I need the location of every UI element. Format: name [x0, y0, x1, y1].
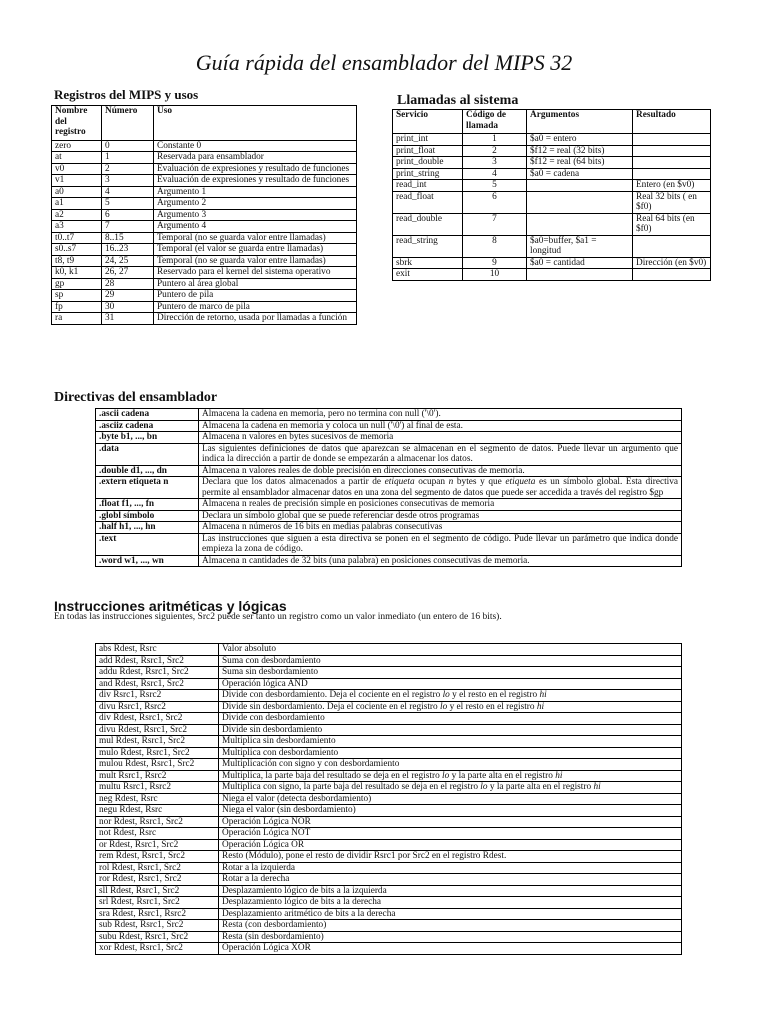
- instruction-description: Multiplica con desbordamiento: [222, 747, 339, 758]
- register-name: a3: [52, 221, 102, 233]
- register-use: Evaluación de expresiones y resultado de funciones: [154, 163, 357, 175]
- register-number: 3: [102, 175, 154, 187]
- directive-row: [96, 465, 682, 477]
- instruction-row: [96, 931, 682, 943]
- syscall-code: 3: [463, 157, 527, 169]
- instruction-description: Divide sin desbordamiento. Deja el cociente en el registro lo y el resto en el registro hi: [222, 701, 545, 712]
- register-use: Puntero de marco de pila: [154, 301, 357, 313]
- instruction-syntax: div Rdest, Rsrc1, Src2: [96, 713, 219, 725]
- syscall-result: Dirección (en $v0): [633, 257, 711, 269]
- instruction-syntax: sub Rdest, Rsrc1, Src2: [96, 920, 219, 932]
- instruction-syntax: neg Rdest, Rsrc: [96, 793, 219, 805]
- directive-name: .half h1, ..., hn: [96, 522, 199, 534]
- register-name: sp: [52, 290, 102, 302]
- directive-row: [96, 443, 682, 465]
- instruction-row: [96, 943, 682, 955]
- register-row: [52, 198, 357, 210]
- directive-description: Las instrucciones que siguen a esta directiva se ponen en el segmento de código. Pude llevar un parámetro que indica donde empieza la zona de código.: [199, 533, 682, 555]
- register-use: Argumento 1: [154, 186, 357, 198]
- directive-name: .byte b1, ..., bn: [96, 432, 199, 444]
- syscall-service: exit: [393, 269, 463, 281]
- instruction-syntax: multu Rsrc1, Rsrc2: [96, 782, 219, 794]
- instruction-description: Desplazamiento aritmético de bits a la derecha: [222, 908, 396, 919]
- instruction-row: [96, 678, 682, 690]
- instruction-syntax: addu Rdest, Rsrc1, Src2: [96, 667, 219, 679]
- syscall-code: 9: [463, 257, 527, 269]
- directive-name: .data: [96, 443, 199, 465]
- instruction-syntax: div Rsrc1, Rsrc2: [96, 690, 219, 702]
- instruction-row: [96, 874, 682, 886]
- syscall-row: [393, 269, 711, 281]
- register-name: t8, t9: [52, 255, 102, 267]
- register-row: [52, 244, 357, 256]
- register-row: [52, 301, 357, 313]
- syscall-args: [527, 269, 633, 281]
- register-use: Dirección de retorno, usada por llamadas a función: [154, 313, 357, 325]
- instruction-row: [96, 770, 682, 782]
- register-name: zero: [52, 140, 102, 152]
- directive-description: Las siguientes definiciones de datos que aparezcan se almacenan en el segmento de datos. Puede llevar un argumento que indica la dirección a partir de donde se empezarán a almacenar los datos.: [199, 443, 682, 465]
- syscall-args: [527, 191, 633, 213]
- instruction-syntax: abs Rdest, Rsrc: [96, 644, 219, 656]
- register-row: [52, 186, 357, 198]
- syscall-service: print_float: [393, 145, 463, 157]
- register-number: 31: [102, 313, 154, 325]
- syscalls-header-code: Código de llamada: [463, 110, 527, 134]
- instruction-syntax: and Rdest, Rsrc1, Src2: [96, 678, 219, 690]
- syscalls-table: [392, 109, 711, 281]
- arithmetic-body: [96, 644, 682, 955]
- syscall-row: [393, 235, 711, 257]
- directive-name: .globl símbolo: [96, 510, 199, 522]
- registers-table: [51, 105, 357, 325]
- syscalls-header-service: Servicio: [393, 110, 463, 134]
- registers-section-title: Registros del MIPS y usos: [54, 87, 199, 102]
- directive-description: Almacena la cadena en memoria, pero no termina con null ('\0').: [199, 409, 682, 421]
- instruction-description: Resta (con desbordamiento): [222, 920, 327, 930]
- register-number: 7: [102, 221, 154, 233]
- instruction-syntax: xor Rdest, Rsrc1, Src2: [96, 943, 219, 955]
- instruction-description: Operación Lógica NOR: [222, 816, 311, 827]
- syscall-service: read_int: [393, 180, 463, 192]
- instruction-syntax: nor Rdest, Rsrc1, Src2: [96, 816, 219, 828]
- syscall-result: [633, 269, 711, 281]
- register-name: v1: [52, 175, 102, 187]
- syscalls-body: [393, 134, 711, 281]
- register-number: 24, 25: [102, 255, 154, 267]
- instruction-syntax: mulou Rdest, Rsrc1, Src2: [96, 759, 219, 771]
- registers-header-row: [52, 106, 357, 141]
- syscall-code: 1: [463, 134, 527, 146]
- syscall-code: 2: [463, 145, 527, 157]
- arithmetic-table: [95, 643, 682, 955]
- directives-section-title: Directivas del ensamblador: [54, 390, 218, 405]
- instruction-description: Operación Lógica XOR: [222, 943, 311, 953]
- instruction-syntax: rol Rdest, Rsrc1, Src2: [96, 862, 219, 874]
- instruction-description: Operación lógica AND: [222, 678, 308, 689]
- instruction-syntax: ror Rdest, Rsrc1, Src2: [96, 874, 219, 886]
- register-use: Puntero de pila: [154, 290, 357, 302]
- syscall-service: read_float: [393, 191, 463, 213]
- instruction-description: Divide sin desbordamiento: [222, 724, 323, 735]
- instruction-syntax: mulo Rdest, Rsrc1, Src2: [96, 747, 219, 759]
- instruction-description: Multiplica sin desbordamiento: [222, 736, 336, 746]
- register-row: [52, 221, 357, 233]
- instruction-syntax: srl Rdest, Rsrc1, Src2: [96, 897, 219, 909]
- syscall-result: [633, 235, 711, 257]
- directive-description: Declara que los datos almacenados a partir de etiqueta ocupan n bytes y que etiqueta es un símbolo global. Esta directiva permite al ensamblador almacenar datos en una zona del segmento de datos que puede ser accedida a través del registro $gp: [199, 477, 682, 499]
- register-use: Temporal (no se guarda valor entre llamadas): [154, 255, 357, 267]
- instruction-description: Divide con desbordamiento: [222, 713, 325, 723]
- registers-header-name: Nombre del registro: [52, 106, 102, 141]
- instruction-description: Valor absoluto: [222, 644, 276, 654]
- instruction-row: [96, 885, 682, 897]
- register-row: [52, 163, 357, 175]
- instruction-description: Rotar a la derecha: [222, 874, 290, 884]
- directive-description: Declara un símbolo global que se puede referenciar desde otros programas: [199, 510, 682, 522]
- instruction-syntax: sll Rdest, Rsrc1, Src2: [96, 885, 219, 897]
- syscall-row: [393, 134, 711, 146]
- instruction-row: [96, 644, 682, 656]
- instruction-row: [96, 839, 682, 851]
- directive-row: [96, 499, 682, 511]
- instruction-row: [96, 828, 682, 840]
- instruction-row: [96, 805, 682, 817]
- page-title: Guía rápida del ensamblador del MIPS 32: [195, 50, 573, 75]
- registers-header-use: Uso: [154, 106, 357, 141]
- instruction-syntax: or Rdest, Rsrc1, Src2: [96, 839, 219, 851]
- directive-description: Almacena n valores en bytes sucesivos de memoria: [199, 432, 682, 444]
- register-use: Reservado para el kernel del sistema operativo: [154, 267, 357, 279]
- syscall-args: $f12 = real (64 bits): [527, 157, 633, 169]
- instruction-row: [96, 690, 682, 702]
- register-name: fp: [52, 301, 102, 313]
- register-name: v0: [52, 163, 102, 175]
- instruction-description: Niega el valor (sin desbordamiento): [222, 805, 356, 815]
- syscall-row: [393, 180, 711, 192]
- directive-row: [96, 555, 682, 567]
- register-name: a1: [52, 198, 102, 210]
- register-name: k0, k1: [52, 267, 102, 279]
- syscall-args: [527, 180, 633, 192]
- directive-name: .extern etiqueta n: [96, 477, 199, 499]
- register-use: Argumento 4: [154, 221, 357, 233]
- register-number: 30: [102, 301, 154, 313]
- syscall-row: [393, 145, 711, 157]
- syscall-service: print_int: [393, 134, 463, 146]
- instruction-row: [96, 920, 682, 932]
- syscall-args: $a0 = cadena: [527, 168, 633, 180]
- register-use: Evaluación de expresiones y resultado de funciones: [154, 175, 357, 187]
- syscall-result: Real 32 bits ( en $f0): [633, 191, 711, 213]
- instruction-row: [96, 747, 682, 759]
- directive-description: Almacena n cantidades de 32 bits (una palabra) en posiciones consecutivas de memoria.: [199, 555, 682, 567]
- register-name: at: [52, 152, 102, 164]
- instruction-description: Resta (sin desbordamiento): [222, 931, 324, 942]
- instruction-row: [96, 736, 682, 748]
- register-number: 29: [102, 290, 154, 302]
- instruction-description: Niega el valor (detecta desbordamiento): [222, 793, 372, 804]
- syscalls-section-title: Llamadas al sistema: [397, 93, 519, 108]
- register-use: Argumento 2: [154, 198, 357, 210]
- register-number: 5: [102, 198, 154, 210]
- register-name: a2: [52, 209, 102, 221]
- register-use: Temporal (no se guarda valor entre llamadas): [154, 232, 357, 244]
- register-name: gp: [52, 278, 102, 290]
- instruction-description: Divide con desbordamiento. Deja el cociente en el registro lo y el resto en el registro hi: [222, 690, 547, 700]
- arithmetic-section-title: Instrucciones aritméticas y lógicas: [54, 598, 287, 614]
- instruction-row: [96, 701, 682, 713]
- directive-row: [96, 522, 682, 534]
- register-use: Reservada para ensamblador: [154, 152, 357, 164]
- syscall-code: 7: [463, 213, 527, 235]
- instruction-syntax: mul Rdest, Rsrc1, Src2: [96, 736, 219, 748]
- directive-description: Almacena n valores reales de doble precisión en direcciones consecutivas de memoria.: [199, 465, 682, 477]
- instruction-row: [96, 667, 682, 679]
- directive-row: [96, 409, 682, 421]
- register-row: [52, 255, 357, 267]
- instruction-description: Rotar a la izquierda: [222, 862, 296, 873]
- registers-header-number: Número: [102, 106, 154, 141]
- instruction-description: Suma sin desbordamiento: [222, 667, 319, 677]
- syscall-service: print_double: [393, 157, 463, 169]
- syscall-row: [393, 157, 711, 169]
- instruction-syntax: sra Rdest, Rsrc1, Rsrc2: [96, 908, 219, 920]
- register-number: 28: [102, 278, 154, 290]
- register-number: 6: [102, 209, 154, 221]
- syscall-args: $a0=buffer, $a1 = longitud: [527, 235, 633, 257]
- directive-row: [96, 432, 682, 444]
- directive-name: .word w1, ..., wn: [96, 555, 199, 567]
- register-name: ra: [52, 313, 102, 325]
- register-row: [52, 152, 357, 164]
- instruction-description: Operación Lógica NOT: [222, 828, 311, 838]
- instruction-row: [96, 816, 682, 828]
- directive-row: [96, 477, 682, 499]
- directive-row: [96, 420, 682, 432]
- instruction-syntax: add Rdest, Rsrc1, Src2: [96, 655, 219, 667]
- instruction-row: [96, 724, 682, 736]
- instruction-row: [96, 897, 682, 909]
- register-row: [52, 278, 357, 290]
- register-row: [52, 267, 357, 279]
- syscall-row: [393, 191, 711, 213]
- instruction-row: [96, 782, 682, 794]
- syscalls-header-result: Resultado: [633, 110, 711, 134]
- arithmetic-note: En todas las instrucciones siguientes, Src2 puede ser tanto un registro como un valor inmediato (un entero de 16 bits).: [54, 612, 502, 622]
- syscall-code: 10: [463, 269, 527, 281]
- register-number: 16..23: [102, 244, 154, 256]
- register-use: Constante 0: [154, 140, 357, 152]
- instruction-syntax: not Rdest, Rsrc: [96, 828, 219, 840]
- directive-name: .text: [96, 533, 199, 555]
- syscall-result: Entero (en $v0): [633, 180, 711, 192]
- register-number: 1: [102, 152, 154, 164]
- register-number: 26, 27: [102, 267, 154, 279]
- directive-name: .asciiz cadena: [96, 420, 199, 432]
- register-number: 4: [102, 186, 154, 198]
- directive-description: Almacena la cadena en memoria y coloca un null ('\0') al final de esta.: [199, 420, 682, 432]
- instruction-description: Multiplica, la parte baja del resultado se deja en el registro lo y la parte alta en el registro hi: [222, 770, 563, 781]
- instruction-syntax: negu Rdest, Rsrc: [96, 805, 219, 817]
- instruction-syntax: subu Rdest, Rsrc1, Src2: [96, 931, 219, 943]
- syscall-service: print_string: [393, 168, 463, 180]
- syscall-result: [633, 157, 711, 169]
- directive-name: .float f1, ..., fn: [96, 499, 199, 511]
- syscall-row: [393, 168, 711, 180]
- syscall-result: [633, 134, 711, 146]
- register-number: 0: [102, 140, 154, 152]
- instruction-syntax: mult Rsrc1, Rsrc2: [96, 770, 219, 782]
- register-use: Argumento 3: [154, 209, 357, 221]
- directive-description: Almacena n números de 16 bits en medias palabras consecutivas: [199, 522, 682, 534]
- syscall-service: read_double: [393, 213, 463, 235]
- syscall-args: [527, 213, 633, 235]
- instruction-syntax: divu Rdest, Rsrc1, Src2: [96, 724, 219, 736]
- syscall-code: 6: [463, 191, 527, 213]
- directive-name: .ascii cadena: [96, 409, 199, 421]
- register-use: Temporal (el valor se guarda entre llamadas): [154, 244, 357, 256]
- instruction-description: Resto (Módulo), pone el resto de dividir Rsrc1 por Src2 en el registro Rdest.: [222, 851, 507, 861]
- instruction-row: [96, 793, 682, 805]
- syscall-result: [633, 168, 711, 180]
- directive-description: Almacena n reales de precisión simple en posiciones consecutivas de memoria: [199, 499, 682, 511]
- register-name: s0..s7: [52, 244, 102, 256]
- instruction-row: [96, 713, 682, 725]
- syscall-args: $a0 = entero: [527, 134, 633, 146]
- directive-row: [96, 533, 682, 555]
- register-row: [52, 175, 357, 187]
- instruction-syntax: divu Rsrc1, Rsrc2: [96, 701, 219, 713]
- instruction-description: Desplazamiento lógico de bits a la izquierda: [222, 885, 387, 896]
- directives-body: [96, 409, 682, 567]
- directive-row: [96, 510, 682, 522]
- instruction-description: Suma con desbordamiento: [222, 655, 321, 666]
- syscalls-header-args: Argumentos: [527, 110, 633, 134]
- register-name: a0: [52, 186, 102, 198]
- registers-body: [52, 140, 357, 324]
- syscall-service: sbrk: [393, 257, 463, 269]
- register-row: [52, 232, 357, 244]
- syscall-result: Real 64 bits (en $f0): [633, 213, 711, 235]
- instruction-description: Multiplica con signo, la parte baja del resultado se deja en el registro lo y la parte alta en el registro hi: [222, 782, 601, 792]
- syscall-code: 8: [463, 235, 527, 257]
- instruction-syntax: rem Rdest, Rsrc1, Src2: [96, 851, 219, 863]
- syscall-code: 4: [463, 168, 527, 180]
- instruction-description: Multiplicación con signo y con desbordamiento: [222, 759, 400, 769]
- instruction-row: [96, 908, 682, 920]
- instruction-row: [96, 759, 682, 771]
- register-row: [52, 290, 357, 302]
- register-number: 2: [102, 163, 154, 175]
- instruction-description: Operación Lógica OR: [222, 839, 305, 850]
- register-name: t0..t7: [52, 232, 102, 244]
- syscall-service: read_string: [393, 235, 463, 257]
- register-use: Puntero al área global: [154, 278, 357, 290]
- directive-name: .double d1, ..., dn: [96, 465, 199, 477]
- register-row: [52, 313, 357, 325]
- syscall-row: [393, 213, 711, 235]
- syscall-args: $f12 = real (32 bits): [527, 145, 633, 157]
- syscall-result: [633, 145, 711, 157]
- instruction-row: [96, 655, 682, 667]
- directives-table: [95, 408, 682, 567]
- instruction-row: [96, 862, 682, 874]
- syscalls-header-row: [393, 110, 711, 134]
- syscall-row: [393, 257, 711, 269]
- register-row: [52, 209, 357, 221]
- syscall-code: 5: [463, 180, 527, 192]
- syscall-args: $a0 = cantidad: [527, 257, 633, 269]
- register-number: 8..15: [102, 232, 154, 244]
- instruction-row: [96, 851, 682, 863]
- register-row: [52, 140, 357, 152]
- instruction-description: Desplazamiento lógico de bits a la derecha: [222, 897, 382, 907]
